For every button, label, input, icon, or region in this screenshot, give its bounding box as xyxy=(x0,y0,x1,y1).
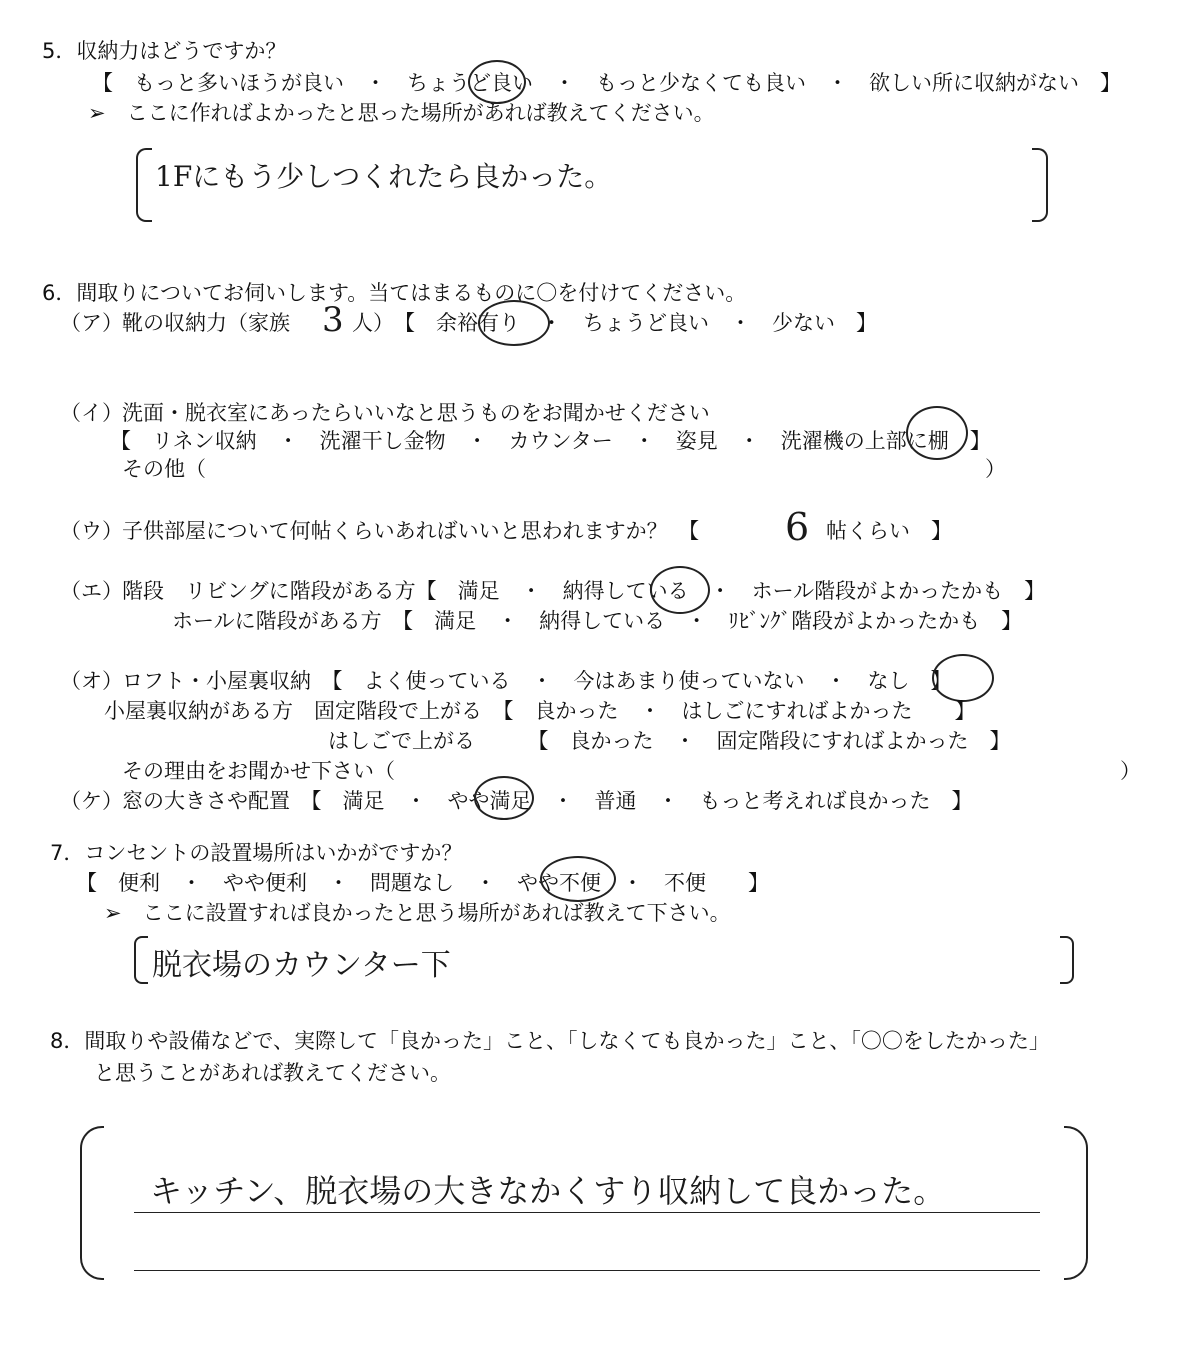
q7-title: 7．コンセントの設置場所はいかがですか？ xyxy=(50,841,463,865)
q5-selection-circle xyxy=(468,60,526,104)
q7-handwritten-answer: 脱衣場のカウンター下 xyxy=(152,948,451,983)
q7-options: 【 便利 ・ やや便利 ・ 問題なし ・ やや不便 ・ 不便 】 xyxy=(76,871,769,895)
q6-ke-selection-circle xyxy=(474,776,534,820)
q6-u-question: 子供部屋について何帖くらいあればいいと思われますか？ 【 xyxy=(122,519,700,543)
q8-title: 8．間取りや設備などで、実際して「良かった」こと、「しなくても良かった」こと、「〇〇をしたかった」 xyxy=(50,1029,1050,1053)
q6-o-reason-close: ） xyxy=(1120,759,1141,783)
q7-selection-circle xyxy=(540,856,616,902)
q8-left-bracket xyxy=(80,1126,104,1280)
q6-o-line3: はしごで上がる 【 良かった ・ 固定階段にすればよかった 】 xyxy=(328,729,1011,753)
q6-i-other: その他（ xyxy=(122,457,206,481)
q6-u-suffix: 帖くらい 】 xyxy=(826,519,952,543)
q6-e-line1: 階段 リビングに階段がある方【 満足 ・ 納得している ・ ホール階段がよかったかも 】 xyxy=(122,579,1046,603)
q6-e-selection-circle xyxy=(650,566,710,614)
q6-title: 6．間取りについてお伺いします。当てはまるものに〇を付けてください。 xyxy=(42,281,747,305)
q6-o-reason: その理由をお聞かせ下さい（ xyxy=(122,759,395,783)
q6-o-selection-circle xyxy=(932,654,994,702)
q6-a-family-count: 3 xyxy=(322,300,344,340)
q6-e-line2: ホールに階段がある方 【 満足 ・ 納得している ・ ﾘﾋﾞﾝｸﾞ階段がよかったかも 】 xyxy=(172,609,1023,633)
q8-right-bracket xyxy=(1064,1126,1088,1280)
q6-i-selection-circle xyxy=(906,406,968,460)
q6-o-line1: ロフト・小屋裏収納 【 よく使っている ・ 今はあまり使っていない ・ なし 】 xyxy=(122,669,952,693)
q7-prompt: ➢ ここに設置すれば良かったと思う場所があれば教えて下さい。 xyxy=(104,901,731,925)
q6-e-label: （エ） xyxy=(60,579,123,603)
q6-a-label: （ア） xyxy=(60,311,123,335)
q8-handwritten-answer: キッチン、脱衣場の大きなかくすり収納して良かった。 xyxy=(150,1172,946,1210)
q5-left-bracket xyxy=(136,148,152,222)
q6-u-label: （ウ） xyxy=(60,519,123,543)
q7-right-bracket xyxy=(1060,936,1074,984)
q5-handwritten-answer: 1Fにもう少しつくれたら良かった。 xyxy=(155,160,613,193)
q5-prompt: ➢ ここに作ればよかったと思った場所があれば教えてください。 xyxy=(88,101,715,125)
q6-u-answer: 6 xyxy=(785,505,810,549)
q6-i-label: （イ） xyxy=(60,401,123,425)
q6-ke-text: 窓の大きさや配置 【 満足 ・ やや満足 ・ 普通 ・ もっと考えれば良かった 】 xyxy=(122,789,973,813)
q6-o-line2: 小屋裏収納がある方 固定階段で上がる 【 良かった ・ はしごにすればよかった 】 xyxy=(104,699,976,723)
q5-options: 【 もっと多いほうが良い ・ ちょうど良い ・ もっと少なくても良い ・ 欲しい所に収納がない 】 xyxy=(92,71,1121,95)
q6-o-label: （オ） xyxy=(60,669,123,693)
q6-a-selection-circle xyxy=(478,300,550,346)
q8-answer-line-2 xyxy=(134,1270,1040,1271)
q6-i-question: 洗面・脱衣室にあったらいいなと思うものをお聞かせください xyxy=(122,401,710,425)
q6-a-text-before: 靴の収納力（家族 xyxy=(122,311,290,335)
q6-i-other-close: ） xyxy=(985,457,1006,481)
q5-right-bracket xyxy=(1032,148,1048,222)
q8-answer-line-1 xyxy=(134,1212,1040,1213)
q6-i-options: 【 リネン収納 ・ 洗濯干し金物 ・ カウンター ・ 姿見 ・ 洗濯機の上部に棚 】 xyxy=(110,429,991,453)
q7-left-bracket xyxy=(134,936,148,984)
q6-ke-label: （ケ） xyxy=(60,789,123,813)
q8-title-line2: と思うことがあれば教えてください。 xyxy=(94,1061,451,1085)
q6-a-text-after: 人） 【 余裕有り ・ ちょうど良い ・ 少ない 】 xyxy=(352,311,877,335)
q5-title: 5．収納力はどうですか？ xyxy=(42,39,287,63)
